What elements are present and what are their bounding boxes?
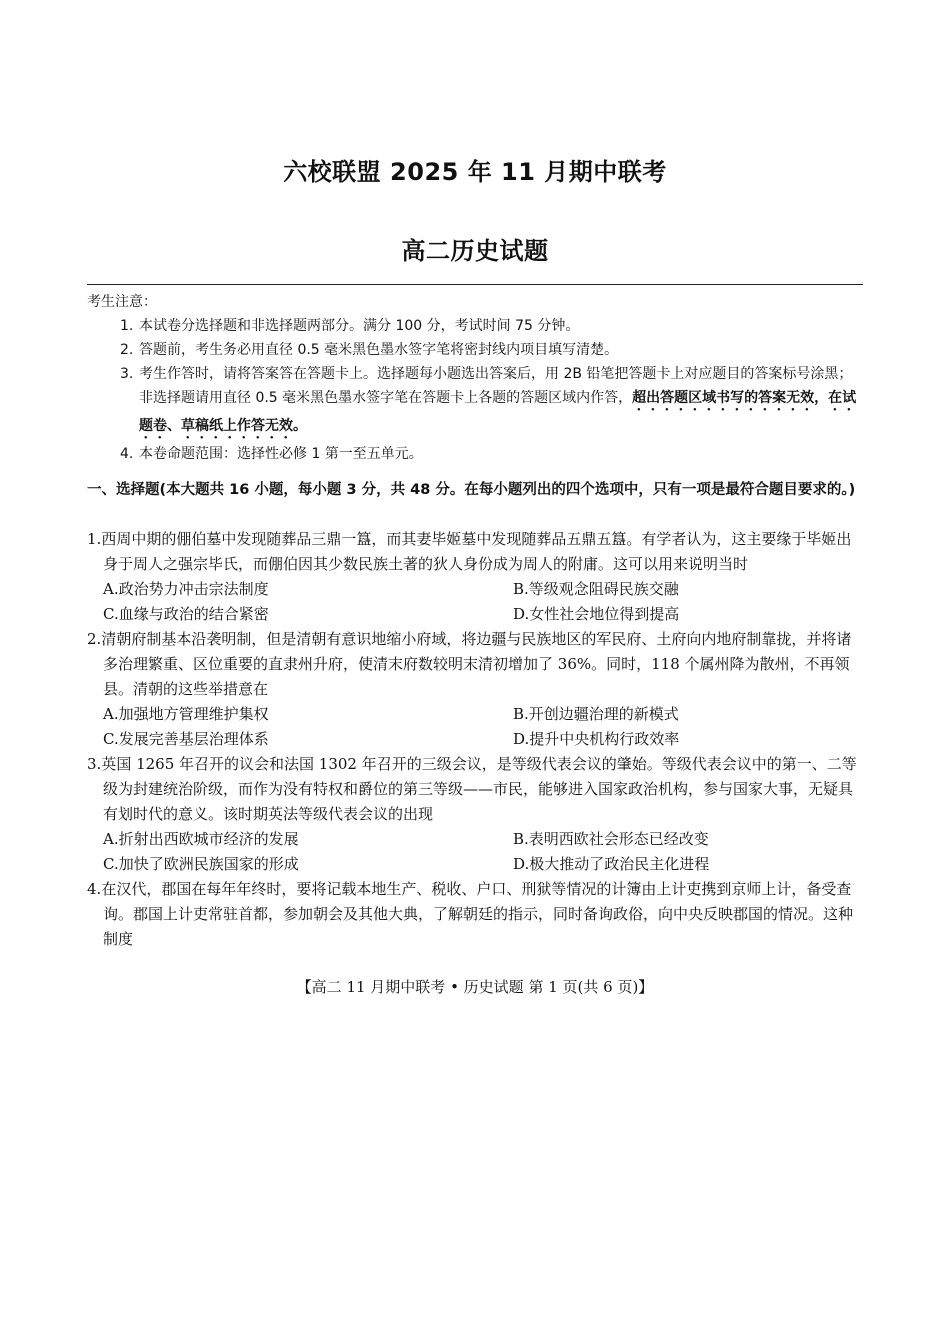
notice-item bbox=[87, 362, 863, 442]
option-a: A.加强地方管理维护集权 bbox=[103, 705, 269, 723]
option-c: C.加快了欧洲民族国家的形成 bbox=[103, 855, 299, 873]
notice-item bbox=[87, 442, 863, 466]
header-divider bbox=[87, 284, 863, 285]
option-d: D.提升中央机构行政效率 bbox=[513, 730, 680, 748]
option-a: A.政治势力冲击宗法制度 bbox=[103, 580, 269, 598]
option-a: A.折射出西欧城市经济的发展 bbox=[103, 830, 299, 848]
option-grid bbox=[87, 702, 863, 752]
option-d: D.极大推动了政治民主化进程 bbox=[513, 855, 710, 873]
question-text: 英国 1265 年召开的议会和法国 1302 年召开的三级会议，是等级代表会议的肇始。等级代表会议中的第一、二等级为封建统治阶级，而作为没有特权和爵位的第三等级——市民，能够进入国家政治机构，参与国家大事，无疑具有划时代的意义。该时期英法等级代表会议的出现 bbox=[101, 755, 857, 823]
question-stem bbox=[87, 877, 863, 952]
notice-item-text: 本卷命题范围：选择性必修 1 第一至五单元。 bbox=[139, 446, 423, 462]
option-b: B.开创边疆治理的新模式 bbox=[513, 705, 679, 723]
question-number: 1. bbox=[87, 530, 102, 548]
notice-item-number: 4. bbox=[120, 446, 134, 462]
question bbox=[87, 527, 863, 627]
question-text: 在汉代，郡国在每年年终时，要将记载本地生产、税收、户口、刑狱等情况的计簿由上计吏携到京师上计，备受查询。郡国上计吏常驻首都，参加朝会及其他大典，了解朝廷的指示，同时备询政俗，向中央反映郡国的情况。这种制度 bbox=[101, 880, 854, 948]
question-stem bbox=[87, 627, 863, 702]
option-grid bbox=[87, 577, 863, 627]
notice-item-number: 2. bbox=[120, 342, 134, 358]
notice-item bbox=[87, 314, 863, 338]
notice-item-text: 答题前，考生务必用直径 0.5 毫米黑色墨水签字笔将密封线内项目填写清楚。 bbox=[139, 342, 619, 358]
candidate-notice bbox=[87, 290, 863, 466]
section-heading: 一、选择题(本大题共 16 小题，每小题 3 分，共 48 分。在每小题列出的四个选项中，只有一项是最符合题目要求的。) bbox=[87, 482, 856, 498]
question-text: 西周中期的倗伯墓中发现随葬品三鼎一簋，而其妻毕姬墓中发现随葬品五鼎五簋。有学者认为，这主要缘于毕姬出身于周人之强宗毕氏，而倗伯因其少数民族土著的狄人身份成为周人的附庸。这可以用来说明当时 bbox=[101, 530, 852, 573]
question-list bbox=[87, 527, 863, 952]
option-d: D.女性社会地位得到提高 bbox=[513, 605, 680, 623]
notice-item bbox=[87, 338, 863, 362]
notice-item-emphasis: 超出答题区域书写的答案无效，在试题卷、草稿纸上作答无效。 bbox=[139, 390, 857, 434]
question bbox=[87, 627, 863, 752]
option-grid bbox=[87, 827, 863, 877]
option-c: C.发展完善基层治理体系 bbox=[103, 730, 269, 748]
question-stem bbox=[87, 752, 863, 827]
question-text: 清朝府制基本沿袭明制，但是清朝有意识地缩小府域，将边疆与民族地区的军民府、土府向内地府制靠拢，并将诸多治理繁重、区位重要的直隶州升府，使清末府数较明末清初增加了 36%。同时，118 个属州降为散州，不再领县。清朝的这些举措意在 bbox=[101, 630, 852, 698]
notice-item-number: 3. bbox=[120, 366, 134, 382]
notice-item-text: 考生作答时，请将答案答在答题卡上。选择题每小题选出答案后，用 2B 铅笔把答题卡上对应题目的答案标号涂黑；非选择题请用直径 0.5 毫米黑色墨水签字笔在答题卡上各题的答题区域内作答， bbox=[139, 366, 853, 406]
notice-heading: 考生注意： bbox=[87, 294, 157, 310]
question-number: 2. bbox=[87, 630, 102, 648]
question bbox=[87, 877, 863, 952]
option-b: B.表明西欧社会形态已经改变 bbox=[513, 830, 709, 848]
question-number: 4. bbox=[87, 880, 102, 898]
page-footer: 【高二 11 月期中联考 • 历史试题 第 1 页(共 6 页)】 bbox=[296, 978, 654, 996]
notice-item-number: 1. bbox=[120, 318, 134, 334]
option-c: C.血缘与政治的结合紧密 bbox=[103, 605, 269, 623]
exam-subtitle: 高二历史试题 bbox=[401, 237, 549, 265]
question-number: 3. bbox=[87, 755, 102, 773]
exam-title: 六校联盟 2025 年 11 月期中联考 bbox=[283, 158, 667, 186]
question bbox=[87, 752, 863, 877]
notice-item-text: 本试卷分选择题和非选择题两部分。满分 100 分，考试时间 75 分钟。 bbox=[139, 318, 580, 334]
question-stem bbox=[87, 527, 863, 577]
option-b: B.等级观念阻碍民族交融 bbox=[513, 580, 679, 598]
